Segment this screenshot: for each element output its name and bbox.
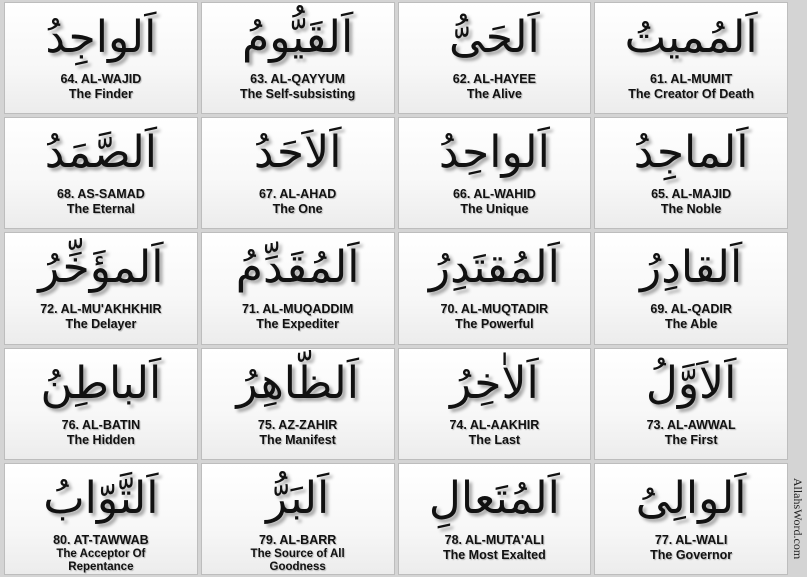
meaning: The Most Exalted [442,547,546,562]
meaning: The Eternal [66,202,135,217]
name-card-72 [4,232,198,344]
name-card-64 [4,2,198,114]
arabic-name: اَلقادِرُ [640,242,743,294]
transliteration: 71. AL-MUQADDIM [241,302,354,317]
arabic-name: اَلماجِدُ [633,127,749,179]
transliteration: 64. AL-WAJID [60,72,142,86]
transliteration: 65. AL-MAJID [651,187,732,202]
meaning: The Last [468,432,521,447]
arabic-name: اَلباطِنُ [40,357,162,409]
name-card-71 [201,232,395,344]
transliteration: 70. AL-MUQTADIR [440,302,549,317]
transliteration: 79. AL-BARR [258,532,337,547]
meaning: The Finder [68,87,133,101]
name-card-62 [398,2,592,114]
transliteration: 66. AL-WAHID [452,187,536,202]
name-card-77 [594,463,788,575]
meaning: The First [664,432,718,447]
name-card-66 [398,117,592,229]
name-card-78 [398,463,592,575]
watermark-text: AllahsWord.com [791,477,806,559]
arabic-name: اَلبَرُّ [266,472,330,524]
meaning: The One [272,202,323,217]
transliteration: 67. AL-AHAD [258,187,337,202]
name-card-73 [594,348,788,460]
transliteration: 76. AL-BATIN [61,417,141,432]
arabic-name: اَلواحِدُ [438,127,550,179]
transliteration: 73. AL-AWWAL [646,417,736,432]
meaning: The Governor [650,547,733,562]
name-card-75 [201,348,395,460]
arabic-name: اَلاَحَدُ [253,127,342,179]
meaning: The Acceptor Of Repentance [56,547,146,573]
meaning: The Noble [660,202,722,217]
name-card-76 [4,348,198,460]
meaning: The Manifest [259,432,336,447]
name-card-69 [594,232,788,344]
meaning: The Alive [466,87,522,101]
transliteration: 80. AT-TAWWAB [53,532,149,547]
arabic-name: اَلمُقَدِّمُ [235,242,360,294]
transliteration: 62. AL-HAYEE [452,72,536,86]
meaning: The Source of All Goodness [250,547,345,573]
meaning: The Unique [460,202,529,217]
meaning: The Self-subsisting [239,87,356,101]
meaning: The Able [664,317,718,332]
transliteration: 74. AL-AAKHIR [449,417,540,432]
name-card-61 [594,2,788,114]
transliteration: 63. AL-QAYYUM [250,72,346,86]
arabic-name: اَلقَيُّومُ [242,12,354,63]
arabic-name: اَلمؤَخِّرُ [38,242,164,294]
arabic-name: اَلوالِىُ [635,472,747,524]
arabic-name: اَلمُميتُ [624,12,758,63]
arabic-name: اَلتَّوّابُ [43,472,159,524]
arabic-name: اَلاَوَّلُ [645,357,737,409]
transliteration: 77. AL-WALI [654,532,728,547]
transliteration: 61. AL-MUMIT [650,72,733,86]
name-card-79 [201,463,395,575]
meaning: The Powerful [455,317,534,332]
name-card-68 [4,117,198,229]
arabic-name: اَلصَّمَدُ [44,127,158,179]
name-card-67 [201,117,395,229]
arabic-name: اَلمُتَعالِ [428,472,560,524]
arabic-name: اَلمُقتَدِرُ [428,242,560,294]
arabic-name: اَلواجِدُ [45,12,157,63]
meaning: The Expediter [256,317,339,332]
meaning: The Delayer [65,317,137,332]
name-card-74 [398,348,592,460]
meaning: The Hidden [66,432,135,447]
transliteration: 75. AZ-ZAHIR [257,417,338,432]
arabic-name: اَلظّاهِرُ [236,357,359,409]
transliteration: 68. AS-SAMAD [57,187,145,202]
transliteration: 78. AL-MUTA'ALI [444,532,545,547]
name-card-65 [594,117,788,229]
transliteration: 72. AL-MU'AKHKHIR [40,302,162,317]
transliteration: 69. AL-QADIR [650,302,732,317]
name-card-80 [4,463,198,575]
arabic-name: اَلحَىُّ [449,12,540,63]
name-card-63 [201,2,395,114]
site-watermark [791,462,805,574]
name-card-70 [398,232,592,344]
arabic-name: اَلاٰخِرُ [449,357,539,409]
meaning: The Creator Of Death [628,87,754,101]
